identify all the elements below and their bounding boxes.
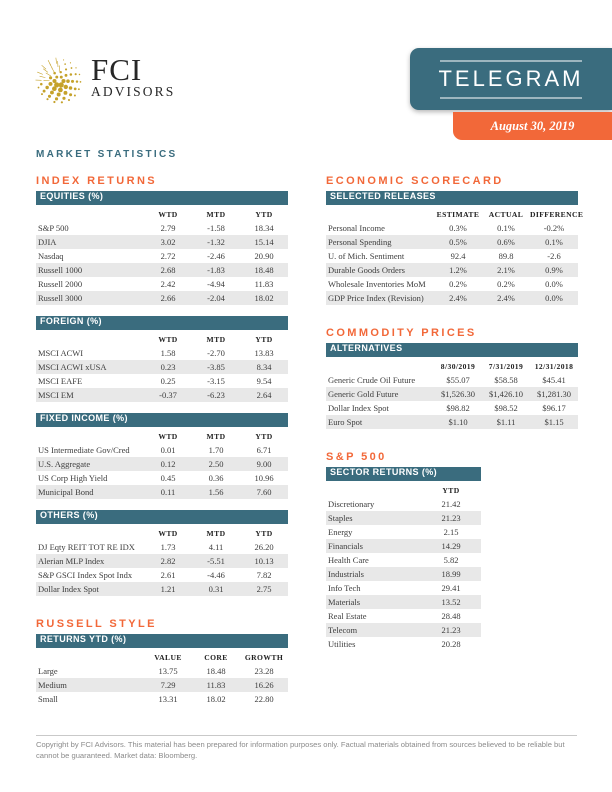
row-value: -4.94: [207, 279, 225, 289]
table-row: [326, 609, 481, 623]
fci-logo-text: [91, 52, 176, 99]
row-label: Energy: [328, 527, 353, 537]
row-value: 18.02: [254, 293, 274, 303]
row-value: 28.48: [441, 611, 461, 621]
table-column-headers: [36, 332, 288, 346]
row-value: 9.54: [256, 376, 272, 386]
section-group: [326, 328, 578, 429]
table-row: [36, 374, 288, 388]
row-value: -4.46: [207, 570, 225, 580]
table-row: [326, 567, 481, 581]
logo-line2: ADVISORS: [91, 84, 176, 99]
table-row: [36, 678, 288, 692]
row-value: 2.75: [256, 584, 272, 594]
table-header-bar: FIXED INCOME (%): [36, 413, 288, 427]
row-value: 0.01: [160, 445, 176, 455]
date-text: August 30, 2019: [490, 118, 575, 133]
row-value: 0.31: [208, 584, 224, 594]
date-banner: [453, 112, 612, 140]
row-value: 1.56: [208, 487, 224, 497]
table-row: [36, 582, 288, 596]
row-value: 0.2%: [449, 279, 467, 289]
row-value: 0.23: [160, 362, 176, 372]
row-value: 2.50: [208, 459, 224, 469]
row-label: Financials: [328, 541, 363, 551]
row-label: MSCI EAFE: [38, 376, 83, 386]
row-value: 21.23: [441, 625, 461, 635]
row-label: Personal Spending: [328, 237, 392, 247]
table-row: [36, 664, 288, 678]
table-row: [36, 471, 288, 485]
row-value: 20.28: [441, 639, 461, 649]
table-row: [326, 249, 578, 263]
column-header: WTD: [158, 528, 178, 538]
table-header-bar: OTHERS (%): [36, 510, 288, 524]
row-label: Health Care: [328, 555, 369, 565]
column-header: ESTIMATE: [436, 209, 480, 219]
row-label: Personal Income: [328, 223, 385, 233]
row-value: 9.00: [256, 459, 272, 469]
row-value: 0.0%: [545, 293, 563, 303]
row-value: -0.37: [159, 390, 177, 400]
row-label: Large: [38, 666, 58, 676]
row-label: Real Estate: [328, 611, 367, 621]
row-label: U.S. Aggregate: [38, 459, 91, 469]
table-body: [36, 221, 288, 305]
column-header: MTD: [206, 528, 226, 538]
banner-rule-top: [440, 60, 582, 62]
column-header: YTD: [255, 334, 273, 344]
row-value: 0.36: [208, 473, 224, 483]
row-value: 18.02: [206, 694, 226, 704]
row-value: 2.4%: [449, 293, 467, 303]
table-row: [36, 291, 288, 305]
row-value: 3.02: [160, 237, 176, 247]
row-value: 0.3%: [449, 223, 467, 233]
row-value: 2.61: [160, 570, 176, 580]
row-value: 4.11: [208, 542, 224, 552]
section-title: S&P 500: [326, 451, 387, 463]
data-table: [36, 634, 288, 706]
table-column-headers: [36, 650, 288, 664]
row-value: 22.80: [254, 694, 274, 704]
table-row: [326, 581, 481, 595]
table-row: [36, 388, 288, 402]
row-value: 0.9%: [545, 265, 563, 275]
table-row: [326, 263, 578, 277]
column-header: 8/30/2019: [440, 361, 476, 371]
row-label: Telecom: [328, 625, 358, 635]
table-row: [36, 443, 288, 457]
row-value: $1,281.30: [537, 389, 571, 399]
row-value: -1.83: [207, 265, 225, 275]
table-row: [326, 235, 578, 249]
table-header-bar: RETURNS YTD (%): [36, 634, 288, 648]
data-table: [36, 413, 288, 499]
row-value: 0.1%: [497, 223, 515, 233]
table-row: [36, 346, 288, 360]
table-header-bar: SECTOR RETURNS (%): [326, 467, 481, 481]
section-group: [36, 619, 288, 706]
row-value: 15.14: [254, 237, 274, 247]
row-value: 26.20: [254, 542, 274, 552]
table-row: [326, 511, 481, 525]
row-label: U. of Mich. Sentiment: [328, 251, 405, 261]
table-row: [326, 373, 578, 387]
row-label: MSCI ACWI xUSA: [38, 362, 107, 372]
column-header: YTD: [255, 528, 273, 538]
column-header: CORE: [204, 652, 228, 662]
column-header: MTD: [206, 209, 226, 219]
row-value: 29.41: [441, 583, 461, 593]
row-label: Russell 3000: [38, 293, 83, 303]
table-body: [326, 497, 481, 651]
table-header-bar: ALTERNATIVES: [326, 343, 578, 357]
table-column-headers: [326, 483, 481, 497]
row-label: Russell 1000: [38, 265, 83, 275]
row-value: 1.21: [160, 584, 176, 594]
data-table: [326, 467, 481, 651]
table-row: [326, 595, 481, 609]
row-label: Russell 2000: [38, 279, 83, 289]
row-label: Generic Crude Oil Future: [328, 375, 416, 385]
row-value: $45.41: [542, 375, 566, 385]
row-value: 1.73: [160, 542, 176, 552]
row-value: 2.15: [443, 527, 459, 537]
row-value: 21.23: [441, 513, 461, 523]
row-value: 18.34: [254, 223, 274, 233]
row-value: 18.48: [206, 666, 226, 676]
row-value: $98.82: [446, 403, 470, 413]
row-value: $1,426.10: [489, 389, 523, 399]
row-value: 23.28: [254, 666, 274, 676]
column-header: WTD: [158, 209, 178, 219]
row-value: 10.13: [254, 556, 274, 566]
row-value: 0.12: [160, 459, 176, 469]
row-value: 1.58: [160, 348, 176, 358]
table-header-bar: FOREIGN (%): [36, 316, 288, 330]
row-value: 7.82: [256, 570, 272, 580]
table-row: [326, 277, 578, 291]
table-body: [326, 221, 578, 305]
column-header: 7/31/2019: [488, 361, 524, 371]
row-label: Materials: [328, 597, 361, 607]
row-value: 7.29: [160, 680, 176, 690]
column-header: GROWTH: [244, 652, 284, 662]
row-label: Municipal Bond: [38, 487, 94, 497]
row-label: Durable Goods Orders: [328, 265, 405, 275]
table-header-bar: EQUITIES (%): [36, 191, 288, 205]
row-value: 6.71: [256, 445, 272, 455]
row-value: $96.17: [542, 403, 566, 413]
section-group: [36, 176, 288, 596]
row-value: 16.26: [254, 680, 274, 690]
row-value: 2.82: [160, 556, 176, 566]
row-value: 2.72: [160, 251, 176, 261]
table-row: [36, 249, 288, 263]
row-label: Info Tech: [328, 583, 361, 593]
column-header: WTD: [158, 431, 178, 441]
row-value: 13.75: [158, 666, 178, 676]
row-label: Small: [38, 694, 58, 704]
table-row: [36, 554, 288, 568]
section-title: COMMODITY PRICES: [326, 327, 477, 339]
row-value: 10.96: [254, 473, 274, 483]
row-value: $1.11: [496, 417, 516, 427]
row-value: -2.6: [547, 251, 561, 261]
row-value: 1.70: [208, 445, 224, 455]
table-body: [36, 346, 288, 402]
table-row: [326, 539, 481, 553]
fci-logo: [34, 54, 175, 108]
row-value: 0.25: [160, 376, 176, 386]
right-column: [326, 175, 584, 651]
table-row: [36, 221, 288, 235]
row-label: S&P GSCI Index Spot Indx: [38, 570, 133, 580]
table-row: [326, 401, 578, 415]
row-value: 2.64: [256, 390, 272, 400]
row-label: US Corp High Yield: [38, 473, 108, 483]
column-header: MTD: [206, 334, 226, 344]
row-value: -1.32: [207, 237, 225, 247]
section-title: ECONOMIC SCORECARD: [326, 175, 504, 187]
row-value: $98.52: [494, 403, 518, 413]
row-value: 14.29: [441, 541, 461, 551]
row-value: 11.83: [206, 680, 226, 690]
fci-globe-icon: [34, 54, 84, 108]
table-row: [36, 485, 288, 499]
logo-line1: FCI: [91, 52, 143, 87]
row-label: GDP Price Index (Revision): [328, 293, 424, 303]
row-label: Utilities: [328, 639, 356, 649]
column-header: VALUE: [154, 652, 182, 662]
row-label: Wholesale Inventories MoM: [328, 279, 426, 289]
row-label: DJ Eqty REIT TOT RE IDX: [38, 542, 135, 552]
table-row: [36, 277, 288, 291]
row-value: -2.04: [207, 293, 225, 303]
row-value: $1,526.30: [441, 389, 475, 399]
table-row: [326, 387, 578, 401]
table-row: [326, 497, 481, 511]
table-body: [36, 540, 288, 596]
section-title: RUSSELL STYLE: [36, 618, 157, 630]
row-label: Medium: [38, 680, 67, 690]
row-value: -1.58: [207, 223, 225, 233]
telegram-title: TELEGRAM: [438, 65, 584, 91]
section-group: [326, 175, 584, 305]
row-value: 0.0%: [545, 279, 563, 289]
row-value: 8.34: [256, 362, 272, 372]
column-header: MTD: [206, 431, 226, 441]
row-value: 0.45: [160, 473, 176, 483]
table-row: [326, 415, 578, 429]
column-header: DIFFERENCE: [530, 209, 584, 219]
row-value: 5.82: [443, 555, 459, 565]
data-table: [36, 510, 288, 596]
row-value: -2.70: [207, 348, 225, 358]
section-group: [326, 452, 578, 651]
row-value: 0.1%: [545, 237, 563, 247]
left-column: [36, 176, 288, 706]
row-label: S&P 500: [38, 223, 69, 233]
row-value: 2.4%: [497, 293, 515, 303]
table-column-headers: [36, 526, 288, 540]
data-table: [36, 191, 288, 305]
column-header: YTD: [255, 209, 273, 219]
row-value: 11.83: [254, 279, 274, 289]
row-label: DJIA: [38, 237, 57, 247]
row-value: 18.99: [441, 569, 461, 579]
table-header-bar: SELECTED RELEASES: [326, 191, 578, 205]
row-label: MSCI EM: [38, 390, 74, 400]
column-header: WTD: [158, 334, 178, 344]
row-value: -0.2%: [543, 223, 565, 233]
table-row: [326, 291, 578, 305]
table-row: [36, 540, 288, 554]
row-label: Nasdaq: [38, 251, 64, 261]
row-label: Euro Spot: [328, 417, 363, 427]
data-table: [36, 316, 288, 402]
data-table: [326, 343, 578, 429]
table-row: [36, 235, 288, 249]
table-column-headers: [326, 359, 578, 373]
table-row: [326, 221, 578, 235]
table-row: [326, 525, 481, 539]
row-label: MSCI ACWI: [38, 348, 84, 358]
row-value: $1.10: [448, 417, 468, 427]
row-value: -3.85: [207, 362, 225, 372]
row-value: 2.42: [160, 279, 176, 289]
table-row: [326, 623, 481, 637]
table-column-headers: [36, 429, 288, 443]
row-value: 2.1%: [497, 265, 515, 275]
row-label: Staples: [328, 513, 353, 523]
footer-disclaimer: Copyright by FCI Advisors. This material has been prepared for information purposes only. Factual materials obtained from sources believed to be reliable but cannot be guaranteed. Market data: Bloomberg.: [36, 735, 577, 761]
column-header: YTD: [255, 431, 273, 441]
row-value: 13.83: [254, 348, 274, 358]
table-column-headers: [36, 207, 288, 221]
row-value: 21.42: [441, 499, 461, 509]
row-label: Dollar Index Spot: [38, 584, 99, 594]
row-value: 20.90: [254, 251, 274, 261]
row-label: Dollar Index Spot: [328, 403, 389, 413]
row-label: Alerian MLP Index: [38, 556, 105, 566]
section-title: INDEX RETURNS: [36, 175, 158, 187]
row-value: 1.2%: [449, 265, 467, 275]
row-value: -2.46: [207, 251, 225, 261]
row-value: 92.4: [450, 251, 466, 261]
table-row: [36, 263, 288, 277]
row-label: Generic Gold Future: [328, 389, 399, 399]
row-value: 0.11: [160, 487, 176, 497]
table-column-headers: [326, 207, 584, 221]
row-label: Industrials: [328, 569, 364, 579]
row-value: 7.60: [256, 487, 272, 497]
table-row: [36, 360, 288, 374]
table-body: [36, 443, 288, 499]
row-value: $58.58: [494, 375, 518, 385]
row-value: 13.52: [441, 597, 461, 607]
page-title: MARKET STATISTICS: [36, 149, 178, 160]
data-table: [326, 191, 584, 305]
table-row: [326, 553, 481, 567]
column-header: YTD: [442, 485, 460, 495]
row-value: 0.5%: [449, 237, 467, 247]
banner-rule-bottom: [440, 97, 582, 99]
row-value: $1.15: [544, 417, 564, 427]
table-body: [36, 664, 288, 706]
table-row: [36, 692, 288, 706]
table-row: [36, 457, 288, 471]
row-value: -5.51: [207, 556, 225, 566]
column-header: ACTUAL: [488, 209, 524, 219]
row-value: 13.31: [158, 694, 178, 704]
row-value: -3.15: [207, 376, 225, 386]
row-value: 2.79: [160, 223, 176, 233]
telegram-banner: [410, 48, 612, 110]
column-header: 12/31/2018: [534, 361, 574, 371]
table-row: [36, 568, 288, 582]
table-row: [326, 637, 481, 651]
row-value: 0.6%: [497, 237, 515, 247]
row-value: 2.66: [160, 293, 176, 303]
table-body: [326, 373, 578, 429]
row-value: 0.2%: [497, 279, 515, 289]
row-value: 2.68: [160, 265, 176, 275]
row-value: $55.07: [446, 375, 470, 385]
row-value: 89.8: [498, 251, 514, 261]
row-value: -6.23: [207, 390, 225, 400]
row-label: Discretionary: [328, 499, 375, 509]
row-value: 18.48: [254, 265, 274, 275]
row-label: US Intermediate Gov/Cred: [38, 445, 130, 455]
